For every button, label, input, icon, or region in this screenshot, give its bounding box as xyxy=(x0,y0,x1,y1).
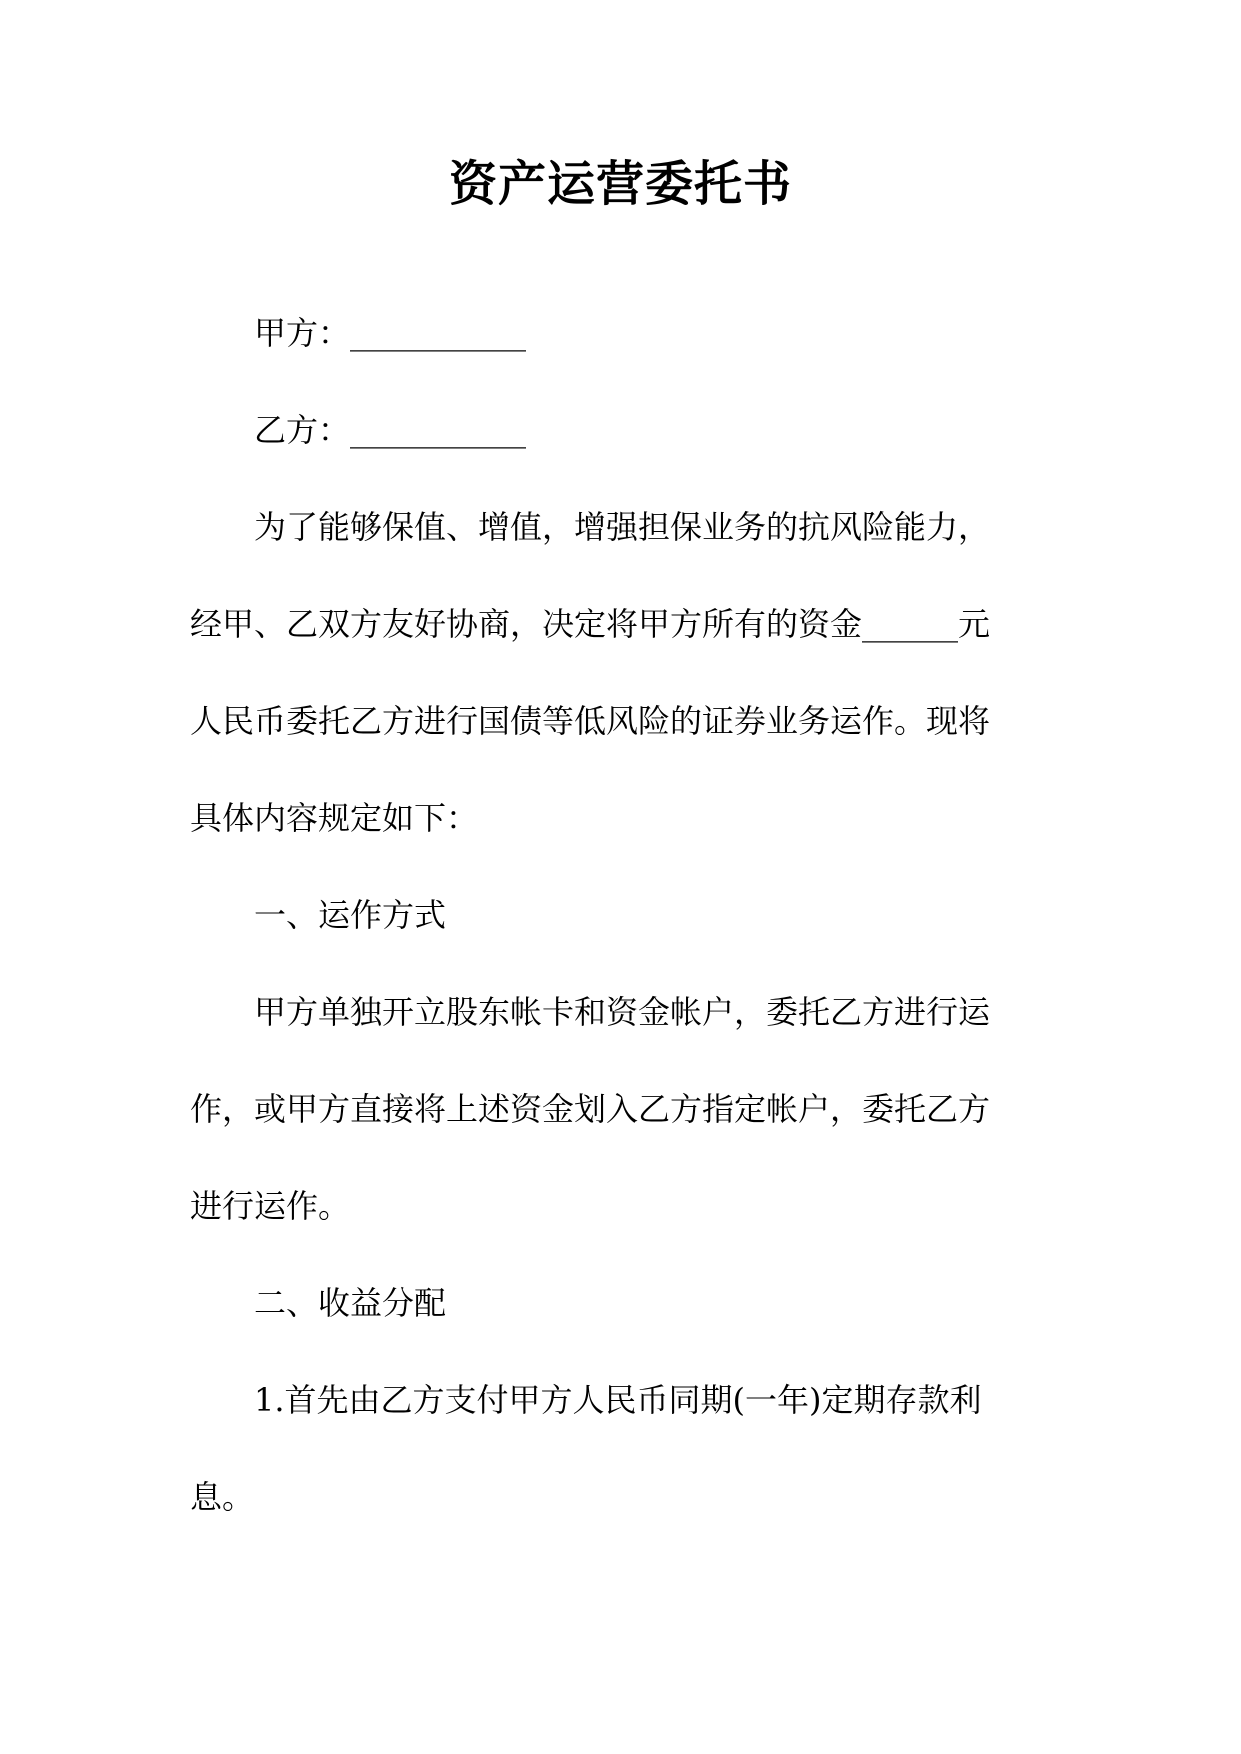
section2-heading: 二、收益分配 xyxy=(254,1284,447,1322)
section1-line: 作，或甲方直接将上述资金划入乙方指定帐户，委托乙方 xyxy=(190,1090,991,1128)
intro-line: 为了能够保值、增值，增强担保业务的抗风险能力， xyxy=(254,508,991,546)
section1-line: 进行运作。 xyxy=(190,1187,351,1225)
section2-item1-line: 1.首先由乙方支付甲方人民币同期(一年)定期存款利 xyxy=(254,1381,982,1419)
section1-line: 甲方单独开立股东帐卡和资金帐户，委托乙方进行运 xyxy=(254,993,991,1031)
section2-item1-paragraph xyxy=(190,1352,1032,1546)
party-b-line: 乙方：___________ xyxy=(254,411,527,449)
intro-line: 具体内容规定如下： xyxy=(190,799,479,837)
section1-paragraph xyxy=(190,964,1032,1255)
intro-paragraph xyxy=(190,479,1032,867)
intro-line: 经甲、乙双方友好协商，决定将甲方所有的资金______元 xyxy=(190,605,991,643)
intro-line: 人民币委托乙方进行国债等低风险的证券业务运作。现将 xyxy=(190,702,991,740)
party-a-line: 甲方：___________ xyxy=(254,314,527,352)
section1-heading: 一、运作方式 xyxy=(254,896,447,934)
section2-item1-line: 息。 xyxy=(190,1478,255,1516)
document-title: 资产运营委托书 xyxy=(448,156,792,212)
